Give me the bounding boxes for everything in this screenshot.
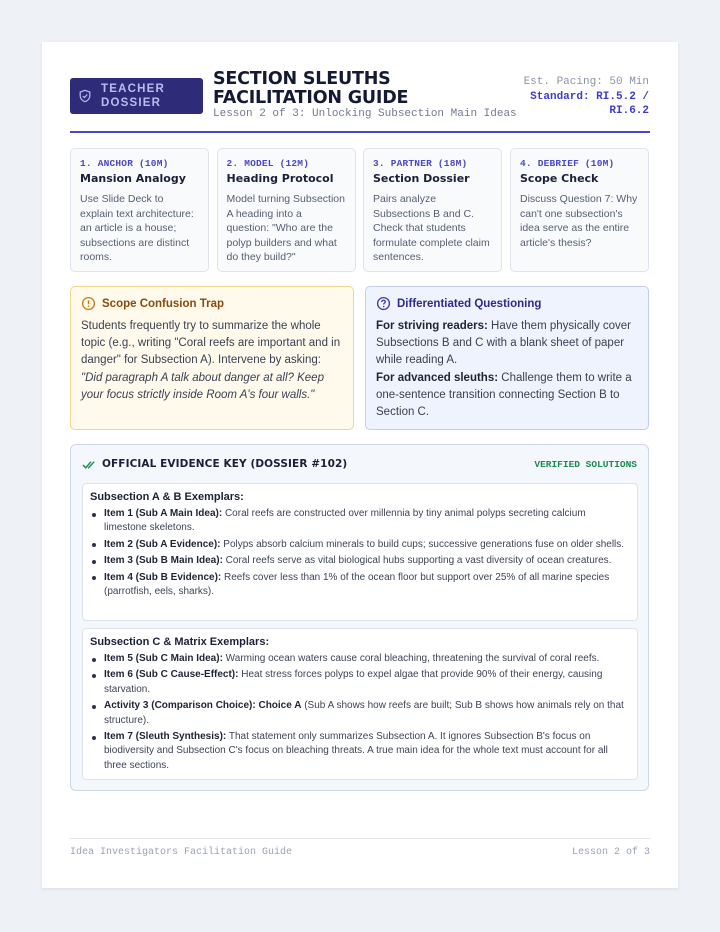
callout-body: Students frequently try to summarize the whole topic (e.g., writing "Coral reefs are important and in danger" for Subsection A). Intervene by asking: "Did paragraph A talk about danger at all? Keep your focus strictly inside Room A's four walls." [81, 320, 341, 401]
exemplar-list [90, 652, 630, 773]
trap-quote: "Did paragraph A talk about danger at all? Keep your focus strictly inside Room A's four walls." [81, 371, 324, 401]
step-title: Section Dossier [373, 172, 470, 185]
advanced-sleuths-tip: For advanced sleuths: Challenge them to write a one-sentence transition connecting Section B to Section C. [376, 371, 632, 419]
list-item: Item 4 (Sub B Evidence): Reefs cover less than 1% of the ocean floor but support over 25% of all marine species (parrotfish, eels, sharks). [90, 571, 630, 600]
step-card-partner [363, 148, 502, 272]
step-number: 2. MODEL (12M) [226, 158, 310, 169]
step-number: 1. ANCHOR (10M) [80, 158, 169, 169]
standard-label: Standard: RI.5.2 / RI.6.2 [530, 90, 649, 117]
double-check-icon [82, 457, 97, 472]
step-card-anchor [70, 148, 209, 272]
badge-label: TEACHER DOSSIER [101, 83, 165, 109]
step-body: Model turning Subsection A heading into a question: "Who are the polyp builders and what do they build?" [226, 193, 345, 263]
dossier-page [42, 42, 678, 888]
callout-heading [81, 296, 343, 311]
page-title: SECTION SLEUTHS FACILITATION GUIDE [213, 69, 409, 108]
callout-title: Scope Confusion Trap [102, 297, 225, 310]
exemplar-group-title: Subsection C & Matrix Exemplars: [90, 636, 270, 648]
step-card-debrief [510, 148, 649, 272]
step-card-model [217, 148, 356, 272]
step-title: Scope Check [520, 172, 599, 185]
callout-heading [376, 296, 638, 311]
step-number: 4. DEBRIEF (10M) [520, 158, 615, 169]
evidence-key-title: OFFICIAL EVIDENCE KEY (DOSSIER #102) [102, 458, 348, 470]
list-item: Item 3 (Sub B Main Idea): Coral reefs serve as vital biological hubs supporting a vast diversity of ocean creatures. [90, 554, 630, 568]
list-item: Item 6 (Sub C Cause-Effect): Heat stress forces polyps to expel algae that provide 90% of their energy, causing starvation. [90, 668, 630, 697]
shield-check-icon [78, 89, 92, 103]
step-body: Use Slide Deck to explain text architecture: an article is a house; subsections are distinct rooms. [80, 193, 194, 263]
list-item: Activity 3 (Comparison Choice): Choice A (Sub A shows how reefs are built; Sub B shows how animals rely on that structure). [90, 699, 630, 728]
lesson-subtitle: Lesson 2 of 3: Unlocking Subsection Main Ideas [213, 108, 517, 120]
exemplar-list [90, 507, 630, 599]
exemplar-group-c-matrix [82, 628, 638, 780]
step-title: Mansion Analogy [80, 172, 186, 185]
footer-guide-name: Idea Investigators Facilitation Guide [70, 847, 293, 858]
question-circle-icon [376, 296, 391, 311]
callout-body [376, 318, 638, 421]
list-item: Item 7 (Sleuth Synthesis): That statement only summarizes Subsection A. It ignores Subsection B's focus on biodiversity and Subsection C's focus on bleaching threats. A true main idea for the whole text must account for all three sections. [90, 730, 630, 773]
list-item: Item 2 (Sub A Evidence): Polyps absorb calcium minerals to build cups; successive generations fuse on older shells. [90, 538, 630, 552]
evidence-key-panel [70, 444, 649, 791]
list-item: Item 1 (Sub A Main Idea): Coral reefs are constructed over millennia by tiny animal polyps secreting calcium limestone skeletons. [90, 507, 630, 536]
pacing-label: Est. Pacing: 50 Min [523, 76, 649, 88]
step-body: Pairs analyze Subsections B and C. Check that students formulate complete claim sentences. [373, 193, 490, 263]
teacher-dossier-badge [70, 78, 203, 114]
footer-lesson-number: Lesson 2 of 3 [571, 847, 650, 858]
evidence-key-header [82, 455, 637, 473]
step-body: Discuss Question 7: Why can't one subsection's idea serve as the entire article's thesis? [520, 193, 638, 249]
exemplar-group-title: Subsection A & B Exemplars: [90, 491, 244, 503]
lesson-steps [70, 148, 649, 272]
list-item: Item 5 (Sub C Main Idea): Warming ocean waters cause coral bleaching, threatening the survival of coral reefs. [90, 652, 630, 666]
lesson-meta [499, 75, 649, 119]
warning-circle-icon [81, 296, 96, 311]
exemplar-group-a-b [82, 483, 638, 621]
page-footer [70, 847, 650, 858]
questioning-callout [365, 286, 649, 430]
step-title: Heading Protocol [226, 172, 334, 185]
callout-title: Differentiated Questioning [397, 297, 542, 310]
step-number: 3. PARTNER (18M) [373, 158, 468, 169]
header-divider [70, 131, 650, 133]
verified-label: VERIFIED SOLUTIONS [534, 458, 637, 470]
scope-trap-callout [70, 286, 354, 430]
footer-divider [70, 838, 650, 839]
striving-readers-tip: For striving readers: Have them physically cover Subsections B and C with a blank sheet of paper while reading A. [376, 320, 632, 367]
